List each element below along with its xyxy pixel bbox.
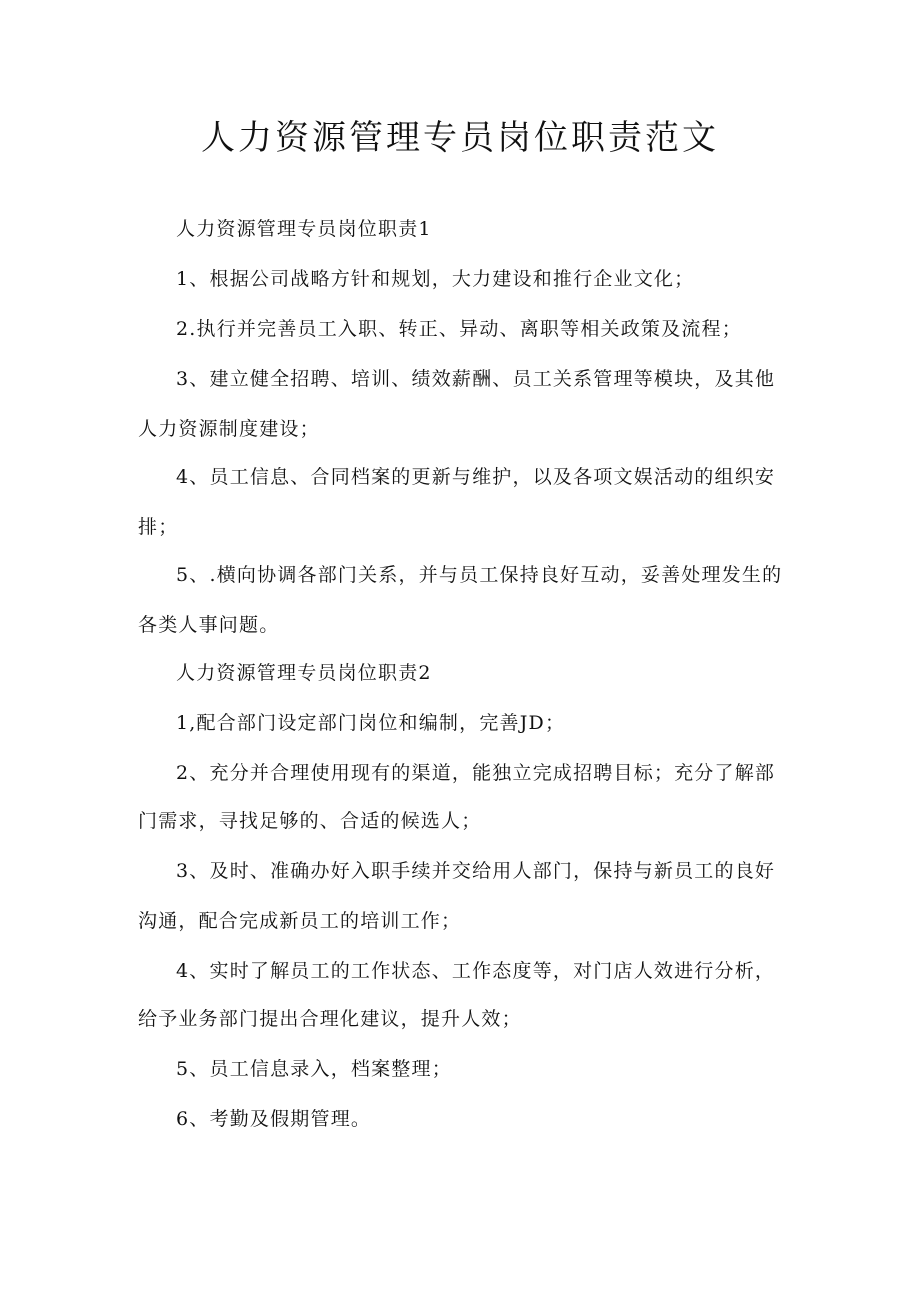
section2-item-5: 5、员工信息录入，档案整理；: [176, 1058, 452, 1080]
section2-item-2: 2、充分并合理使用现有的渠道，能独立完成招聘目标；充分了解部: [176, 762, 776, 784]
section1-item-5: 5、.横向协调各部门关系，并与员工保持良好互动，妥善处理发生的: [176, 564, 783, 586]
section1-item-5-continuation: 各类人事问题。: [138, 614, 280, 636]
section2-item-4: 4、实时了解员工的工作状态、工作态度等，对门店人效进行分析，: [176, 960, 776, 982]
section2-item-3: 3、及时、准确办好入职手续并交给用人部门，保持与新员工的良好: [176, 860, 776, 882]
document-title: 人力资源管理专员岗位职责范文: [201, 118, 719, 158]
section1-item-1: 1、根据公司战略方针和规划，大力建设和推行企业文化；: [176, 268, 695, 290]
section2-item-6: 6、考勤及假期管理。: [176, 1108, 372, 1130]
section2-item-1: 1,配合部门设定部门岗位和编制，完善JD；: [176, 712, 566, 734]
section1-item-4: 4、员工信息、合同档案的更新与维护，以及各项文娱活动的组织安: [176, 466, 776, 488]
section1-item-3-continuation: 人力资源制度建设；: [138, 418, 320, 440]
section2-item-2-continuation: 门需求，寻找足够的、合适的候选人；: [138, 810, 482, 832]
section1-item-3: 3、建立健全招聘、培训、绩效薪酬、员工关系管理等模块，及其他: [176, 368, 776, 390]
section1-item-4-continuation: 排；: [138, 516, 179, 538]
section2-item-4-continuation: 给予业务部门提出合理化建议，提升人效；: [138, 1008, 522, 1030]
section-heading-2: 人力资源管理专员岗位职责2: [176, 662, 432, 684]
section1-item-2: 2.执行并完善员工入职、转正、异动、离职等相关政策及流程；: [176, 318, 742, 340]
section-heading-1: 人力资源管理专员岗位职责1: [176, 218, 432, 240]
section2-item-3-continuation: 沟通，配合完成新员工的培训工作；: [138, 910, 462, 932]
